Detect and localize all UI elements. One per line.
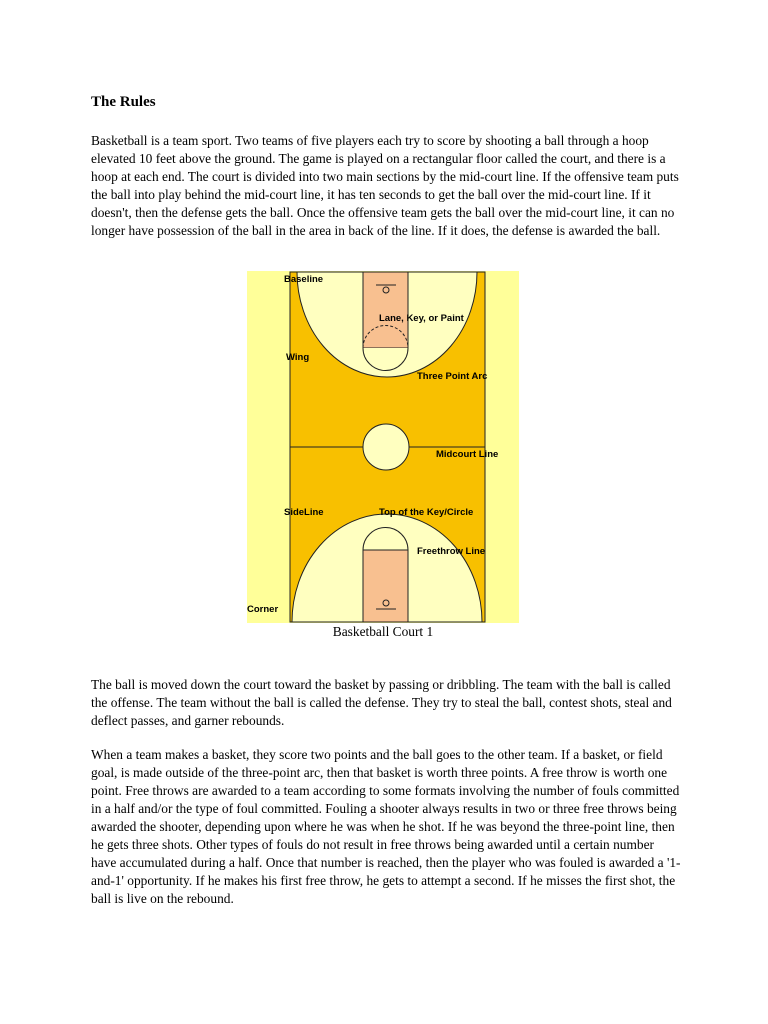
label-corner: Corner: [247, 604, 279, 615]
label-freethrow-line: Freethrow Line: [417, 546, 486, 557]
label-three-point-arc: Three Point Arc: [417, 371, 488, 382]
figure-caption: Basketball Court 1: [332, 624, 434, 639]
page-title: The Rules: [91, 94, 156, 110]
paragraph-scoring: When a team makes a basket, they score two points and the ball goes to the other team. If a basket, or field goal, is made outside of the three-point arc, then that basket is worth three points. A free throw is worth one point. Free throws are awarded to a team according to some formats involving the number of fouls committed in a half and/or the type of foul committed. Fouling a shooter always results in two or three free throws being awarded the shooter, depending upon where he was when he shot. If he was beyond the three-point line, then he gets three shots. Other types of fouls do not result in free throws being awarded until a certain number have accumulated during a half. Once that number is reached, then the player who was fouled is awarded a '1-and-1' opportunity. If he makes his first free throw, he gets to attempt a second. If he misses the first shot, the ball is live on the rebound.: [91, 747, 681, 906]
bottom-lane: [363, 550, 408, 622]
paragraph-offense-defense: The ball is moved down the court toward the basket by passing or dribbling. The team with the ball is called the offense. The team without the ball is called the defense. They try to steal the ball, contest shots, steal and deflect passes, and garner rebounds.: [91, 677, 672, 728]
top-lane: [363, 272, 408, 348]
paragraph-intro: Basketball is a team sport. Two teams of five players each try to score by shooting a ball through a hoop elevated 10 feet above the ground. The game is played on a rectangular floor called the court, and there is a hoop at each end. The court is divided into two main sections by the mid-court line. If the offensive team puts the ball into play behind the mid-court line, it has ten seconds to get the ball over the mid-court line. If it doesn't, then the defense gets the ball. Once the offensive team gets the ball over the mid-court line, it can no longer have possession of the ball in the area in back of the line. If it does, the defense is awarded the ball.: [91, 133, 679, 238]
label-sideline: SideLine: [284, 507, 324, 518]
label-lane: Lane, Key, or Paint: [379, 313, 464, 324]
label-top-of-key: Top of the Key/Circle: [379, 507, 474, 518]
label-wing: Wing: [286, 352, 310, 363]
label-baseline: Baseline: [284, 274, 324, 285]
center-circle: [363, 424, 409, 470]
basketball-court-diagram: [247, 271, 519, 623]
label-midcourt-line: Midcourt Line: [436, 449, 499, 460]
